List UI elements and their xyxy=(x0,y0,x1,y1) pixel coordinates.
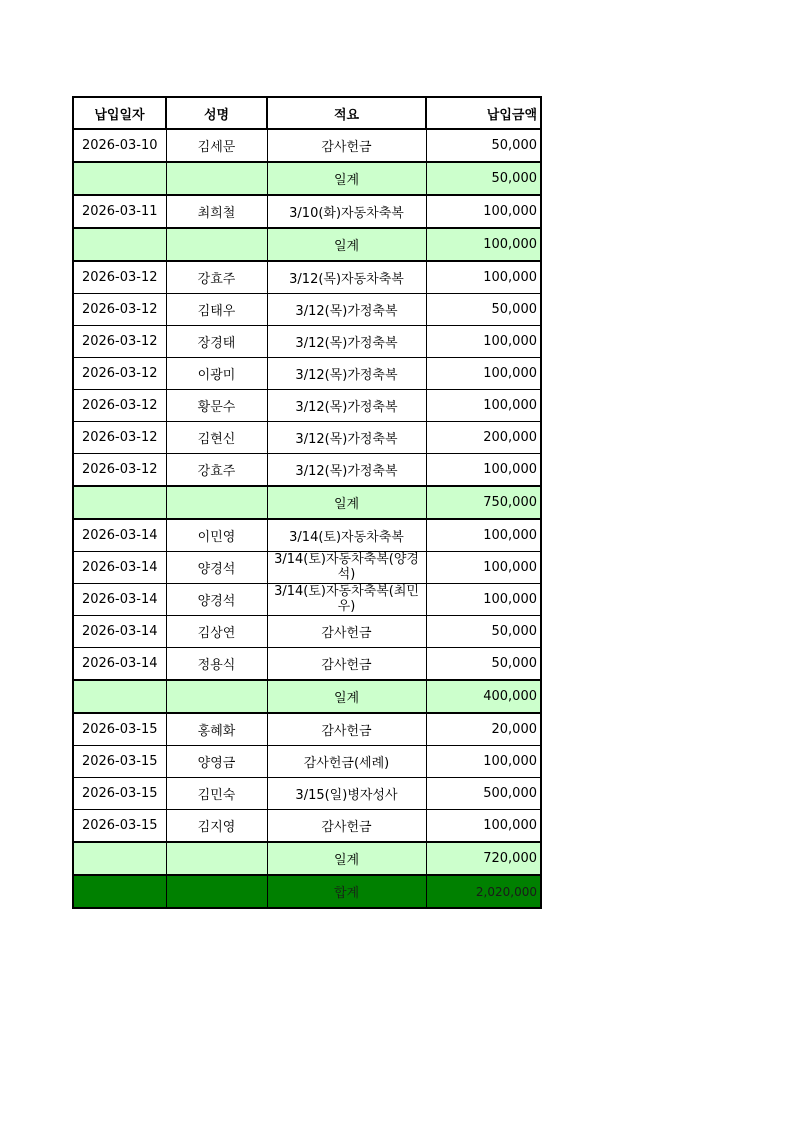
cell-date: 2026-03-15 xyxy=(73,810,166,843)
table-row xyxy=(73,195,541,228)
cell-name: 강효주 xyxy=(166,261,267,294)
cell-date: 2026-03-12 xyxy=(73,326,166,358)
cell-memo: 감사헌금 xyxy=(267,648,426,681)
cell-amount: 200,000 xyxy=(426,422,541,454)
cell-date: 2026-03-14 xyxy=(73,584,166,616)
cell-date xyxy=(73,228,166,261)
table-row xyxy=(73,648,541,681)
cell-name: 김지영 xyxy=(166,810,267,843)
cell-name: 김민숙 xyxy=(166,778,267,810)
ledger-body xyxy=(73,129,541,908)
cell-date xyxy=(73,162,166,195)
cell-memo: 일계 xyxy=(267,842,426,875)
table-row xyxy=(73,746,541,778)
cell-name: 황문수 xyxy=(166,390,267,422)
cell-date: 2026-03-12 xyxy=(73,261,166,294)
cell-name: 김태우 xyxy=(166,294,267,326)
cell-amount: 100,000 xyxy=(426,195,541,228)
cell-amount: 100,000 xyxy=(426,228,541,261)
cell-amount: 100,000 xyxy=(426,519,541,552)
cell-date: 2026-03-12 xyxy=(73,422,166,454)
cell-amount: 100,000 xyxy=(426,810,541,843)
table-row xyxy=(73,294,541,326)
cell-memo: 감사헌금 xyxy=(267,810,426,843)
table-row xyxy=(73,358,541,390)
cell-memo: 3/14(토)자동차축복(최민우) xyxy=(267,584,426,616)
cell-name xyxy=(166,842,267,875)
cell-memo: 3/12(목)가정축복 xyxy=(267,294,426,326)
cell-memo: 3/12(목)가정축복 xyxy=(267,358,426,390)
cell-amount: 2,020,000 xyxy=(426,875,541,908)
table-row xyxy=(73,129,541,162)
cell-date: 2026-03-15 xyxy=(73,713,166,746)
cell-memo: 감사헌금(세례) xyxy=(267,746,426,778)
cell-amount: 50,000 xyxy=(426,294,541,326)
cell-date: 2026-03-15 xyxy=(73,778,166,810)
cell-memo: 3/10(화)자동차축복 xyxy=(267,195,426,228)
table-row xyxy=(73,454,541,487)
cell-memo: 일계 xyxy=(267,680,426,713)
daily-subtotal-row xyxy=(73,486,541,519)
cell-memo: 3/14(토)자동차축복 xyxy=(267,519,426,552)
cell-amount: 100,000 xyxy=(426,261,541,294)
cell-date: 2026-03-12 xyxy=(73,454,166,487)
cell-amount: 100,000 xyxy=(426,584,541,616)
cell-memo: 3/14(토)자동차축복(양경석) xyxy=(267,552,426,584)
cell-date xyxy=(73,842,166,875)
cell-name: 장경태 xyxy=(166,326,267,358)
cell-name: 김세문 xyxy=(166,129,267,162)
cell-memo: 3/12(목)가정축복 xyxy=(267,326,426,358)
cell-memo: 감사헌금 xyxy=(267,616,426,648)
ledger-header xyxy=(73,97,541,129)
table-row xyxy=(73,552,541,584)
header-memo: 적요 xyxy=(267,97,426,129)
cell-name xyxy=(166,228,267,261)
cell-amount: 20,000 xyxy=(426,713,541,746)
table-row xyxy=(73,326,541,358)
cell-name xyxy=(166,680,267,713)
cell-amount: 100,000 xyxy=(426,390,541,422)
cell-amount: 100,000 xyxy=(426,746,541,778)
cell-date: 2026-03-14 xyxy=(73,648,166,681)
cell-memo: 3/12(목)가정축복 xyxy=(267,454,426,487)
cell-name: 홍혜화 xyxy=(166,713,267,746)
table-row xyxy=(73,261,541,294)
cell-date: 2026-03-12 xyxy=(73,294,166,326)
daily-subtotal-row xyxy=(73,162,541,195)
table-row xyxy=(73,390,541,422)
cell-name xyxy=(166,162,267,195)
grand-total-row xyxy=(73,875,541,908)
cell-date: 2026-03-14 xyxy=(73,552,166,584)
cell-date: 2026-03-14 xyxy=(73,616,166,648)
cell-name: 강효주 xyxy=(166,454,267,487)
cell-amount: 50,000 xyxy=(426,616,541,648)
offering-ledger-table xyxy=(72,96,542,909)
cell-date: 2026-03-11 xyxy=(73,195,166,228)
cell-name: 이광미 xyxy=(166,358,267,390)
cell-date xyxy=(73,486,166,519)
cell-date xyxy=(73,680,166,713)
header-row xyxy=(73,97,541,129)
cell-name: 김현신 xyxy=(166,422,267,454)
cell-name: 김상연 xyxy=(166,616,267,648)
cell-name: 정용식 xyxy=(166,648,267,681)
cell-memo: 일계 xyxy=(267,162,426,195)
daily-subtotal-row xyxy=(73,680,541,713)
daily-subtotal-row xyxy=(73,842,541,875)
table-row xyxy=(73,422,541,454)
cell-memo: 감사헌금 xyxy=(267,713,426,746)
cell-amount: 400,000 xyxy=(426,680,541,713)
cell-date: 2026-03-15 xyxy=(73,746,166,778)
header-amount: 납입금액 xyxy=(426,97,541,129)
cell-amount: 100,000 xyxy=(426,552,541,584)
cell-amount: 720,000 xyxy=(426,842,541,875)
cell-name xyxy=(166,875,267,908)
cell-amount: 50,000 xyxy=(426,162,541,195)
cell-name: 양영금 xyxy=(166,746,267,778)
cell-memo: 3/12(목)자동차축복 xyxy=(267,261,426,294)
table-row xyxy=(73,810,541,843)
cell-date: 2026-03-12 xyxy=(73,358,166,390)
cell-memo: 3/12(목)가정축복 xyxy=(267,422,426,454)
cell-amount: 50,000 xyxy=(426,129,541,162)
table-row xyxy=(73,584,541,616)
cell-date: 2026-03-14 xyxy=(73,519,166,552)
cell-name: 양경석 xyxy=(166,584,267,616)
cell-amount: 750,000 xyxy=(426,486,541,519)
cell-name: 최희철 xyxy=(166,195,267,228)
cell-date: 2026-03-10 xyxy=(73,129,166,162)
cell-name: 양경석 xyxy=(166,552,267,584)
cell-memo: 합계 xyxy=(267,875,426,908)
cell-amount: 500,000 xyxy=(426,778,541,810)
cell-amount: 100,000 xyxy=(426,358,541,390)
cell-amount: 100,000 xyxy=(426,454,541,487)
cell-name: 이민영 xyxy=(166,519,267,552)
daily-subtotal-row xyxy=(73,228,541,261)
header-date: 납입일자 xyxy=(73,97,166,129)
cell-memo: 3/15(일)병자성사 xyxy=(267,778,426,810)
cell-date xyxy=(73,875,166,908)
header-name: 성명 xyxy=(166,97,267,129)
table-row xyxy=(73,778,541,810)
cell-amount: 100,000 xyxy=(426,326,541,358)
table-row xyxy=(73,519,541,552)
cell-memo: 일계 xyxy=(267,228,426,261)
cell-memo: 일계 xyxy=(267,486,426,519)
cell-amount: 50,000 xyxy=(426,648,541,681)
table-row xyxy=(73,713,541,746)
cell-memo: 3/12(목)가정축복 xyxy=(267,390,426,422)
cell-date: 2026-03-12 xyxy=(73,390,166,422)
table-row xyxy=(73,616,541,648)
cell-name xyxy=(166,486,267,519)
cell-memo: 감사헌금 xyxy=(267,129,426,162)
